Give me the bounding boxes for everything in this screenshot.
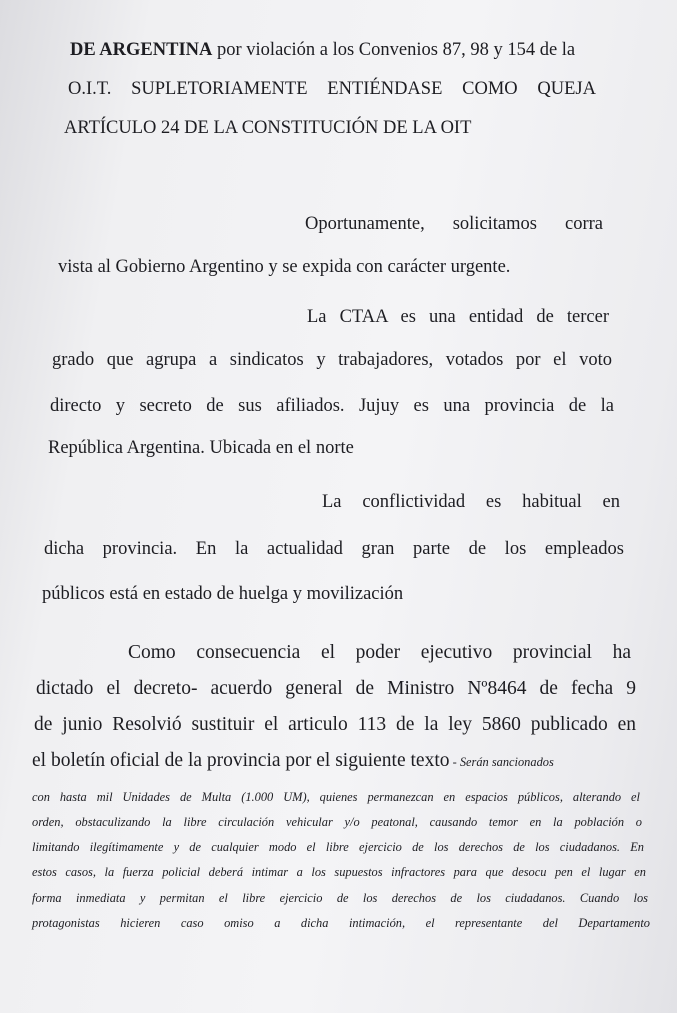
paragraph-1-line-2: vista al Gobierno Argentino y se expida con carácter urgente. [58, 257, 511, 277]
paragraph-3-line-1: La conflictividad es habitual en [322, 492, 620, 512]
quote-line-5: forma inmediata y permitan el libre ejercicio de los derechos de los ciudadanos. Cuando los [32, 891, 648, 905]
paragraph-4-line-3: de junio Resolvió sustituir el articulo 113 de la ley 5860 publicado en [34, 714, 636, 735]
quote-line-3: limitando ilegítimamente y de cualquier modo el libre ejercicio de los derechos de los ciudadanos. En [32, 840, 644, 854]
paragraph-3-line-2: dicha provincia. En la actualidad gran parte de los empleados [44, 539, 624, 559]
header-bold-text: DE ARGENTINA [70, 40, 213, 60]
paragraph-3-line-3: públicos está en estado de huelga y movilización [42, 584, 404, 604]
paragraph-4-line-2: dictado el decreto- acuerdo general de Ministro Nº8464 de fecha 9 [36, 678, 636, 699]
quote-line-2: orden, obstaculizando la libre circulación vehicular y/o peatonal, causando temor en la población o [32, 815, 642, 829]
paragraph-4-line-1: Como consecuencia el poder ejecutivo provincial ha [128, 642, 631, 663]
quote-line-1: con hasta mil Unidades de Multa (1.000 UM), quienes permanezcan en espacios públicos, alterando el [32, 790, 640, 804]
header-line-1 [70, 38, 608, 62]
paragraph-1-line-1: Oportunamente, solicitamos corra [305, 214, 603, 234]
paragraph-2-line-1: La CTAA es una entidad de tercer [307, 307, 609, 327]
paragraph-2-line-3: directo y secreto de sus afiliados. Jujuy es una provincia de la [50, 396, 614, 416]
paragraph-2-line-4: República Argentina. Ubicada en el norte [48, 438, 354, 458]
quote-line-6: protagonistas hicieren caso omiso a dicha intimación, el representante del Departamento [32, 916, 650, 930]
paragraph-4-line-4-text: el boletín oficial de la provincia por el siguiente texto [32, 750, 450, 771]
quote-inline-start: - Serán sancionados [449, 755, 554, 769]
paragraph-4-line-4 [32, 749, 642, 774]
paragraph-2-line-2: grado que agrupa a sindicatos y trabajadores, votados por el voto [52, 350, 612, 370]
header-line-1-rest: por violación a los Convenios 87, 98 y 154 de la [212, 40, 576, 60]
header-line-2: O.I.T. SUPLETORIAMENTE ENTIÉNDASE COMO QUEJA [68, 79, 596, 99]
header-line-3: ARTÍCULO 24 DE LA CONSTITUCIÓN DE LA OIT [64, 118, 472, 138]
quote-line-4: estos casos, la fuerza policial deberá intimar a los supuestos infractores para que desocu pen el lugar en [32, 865, 646, 879]
